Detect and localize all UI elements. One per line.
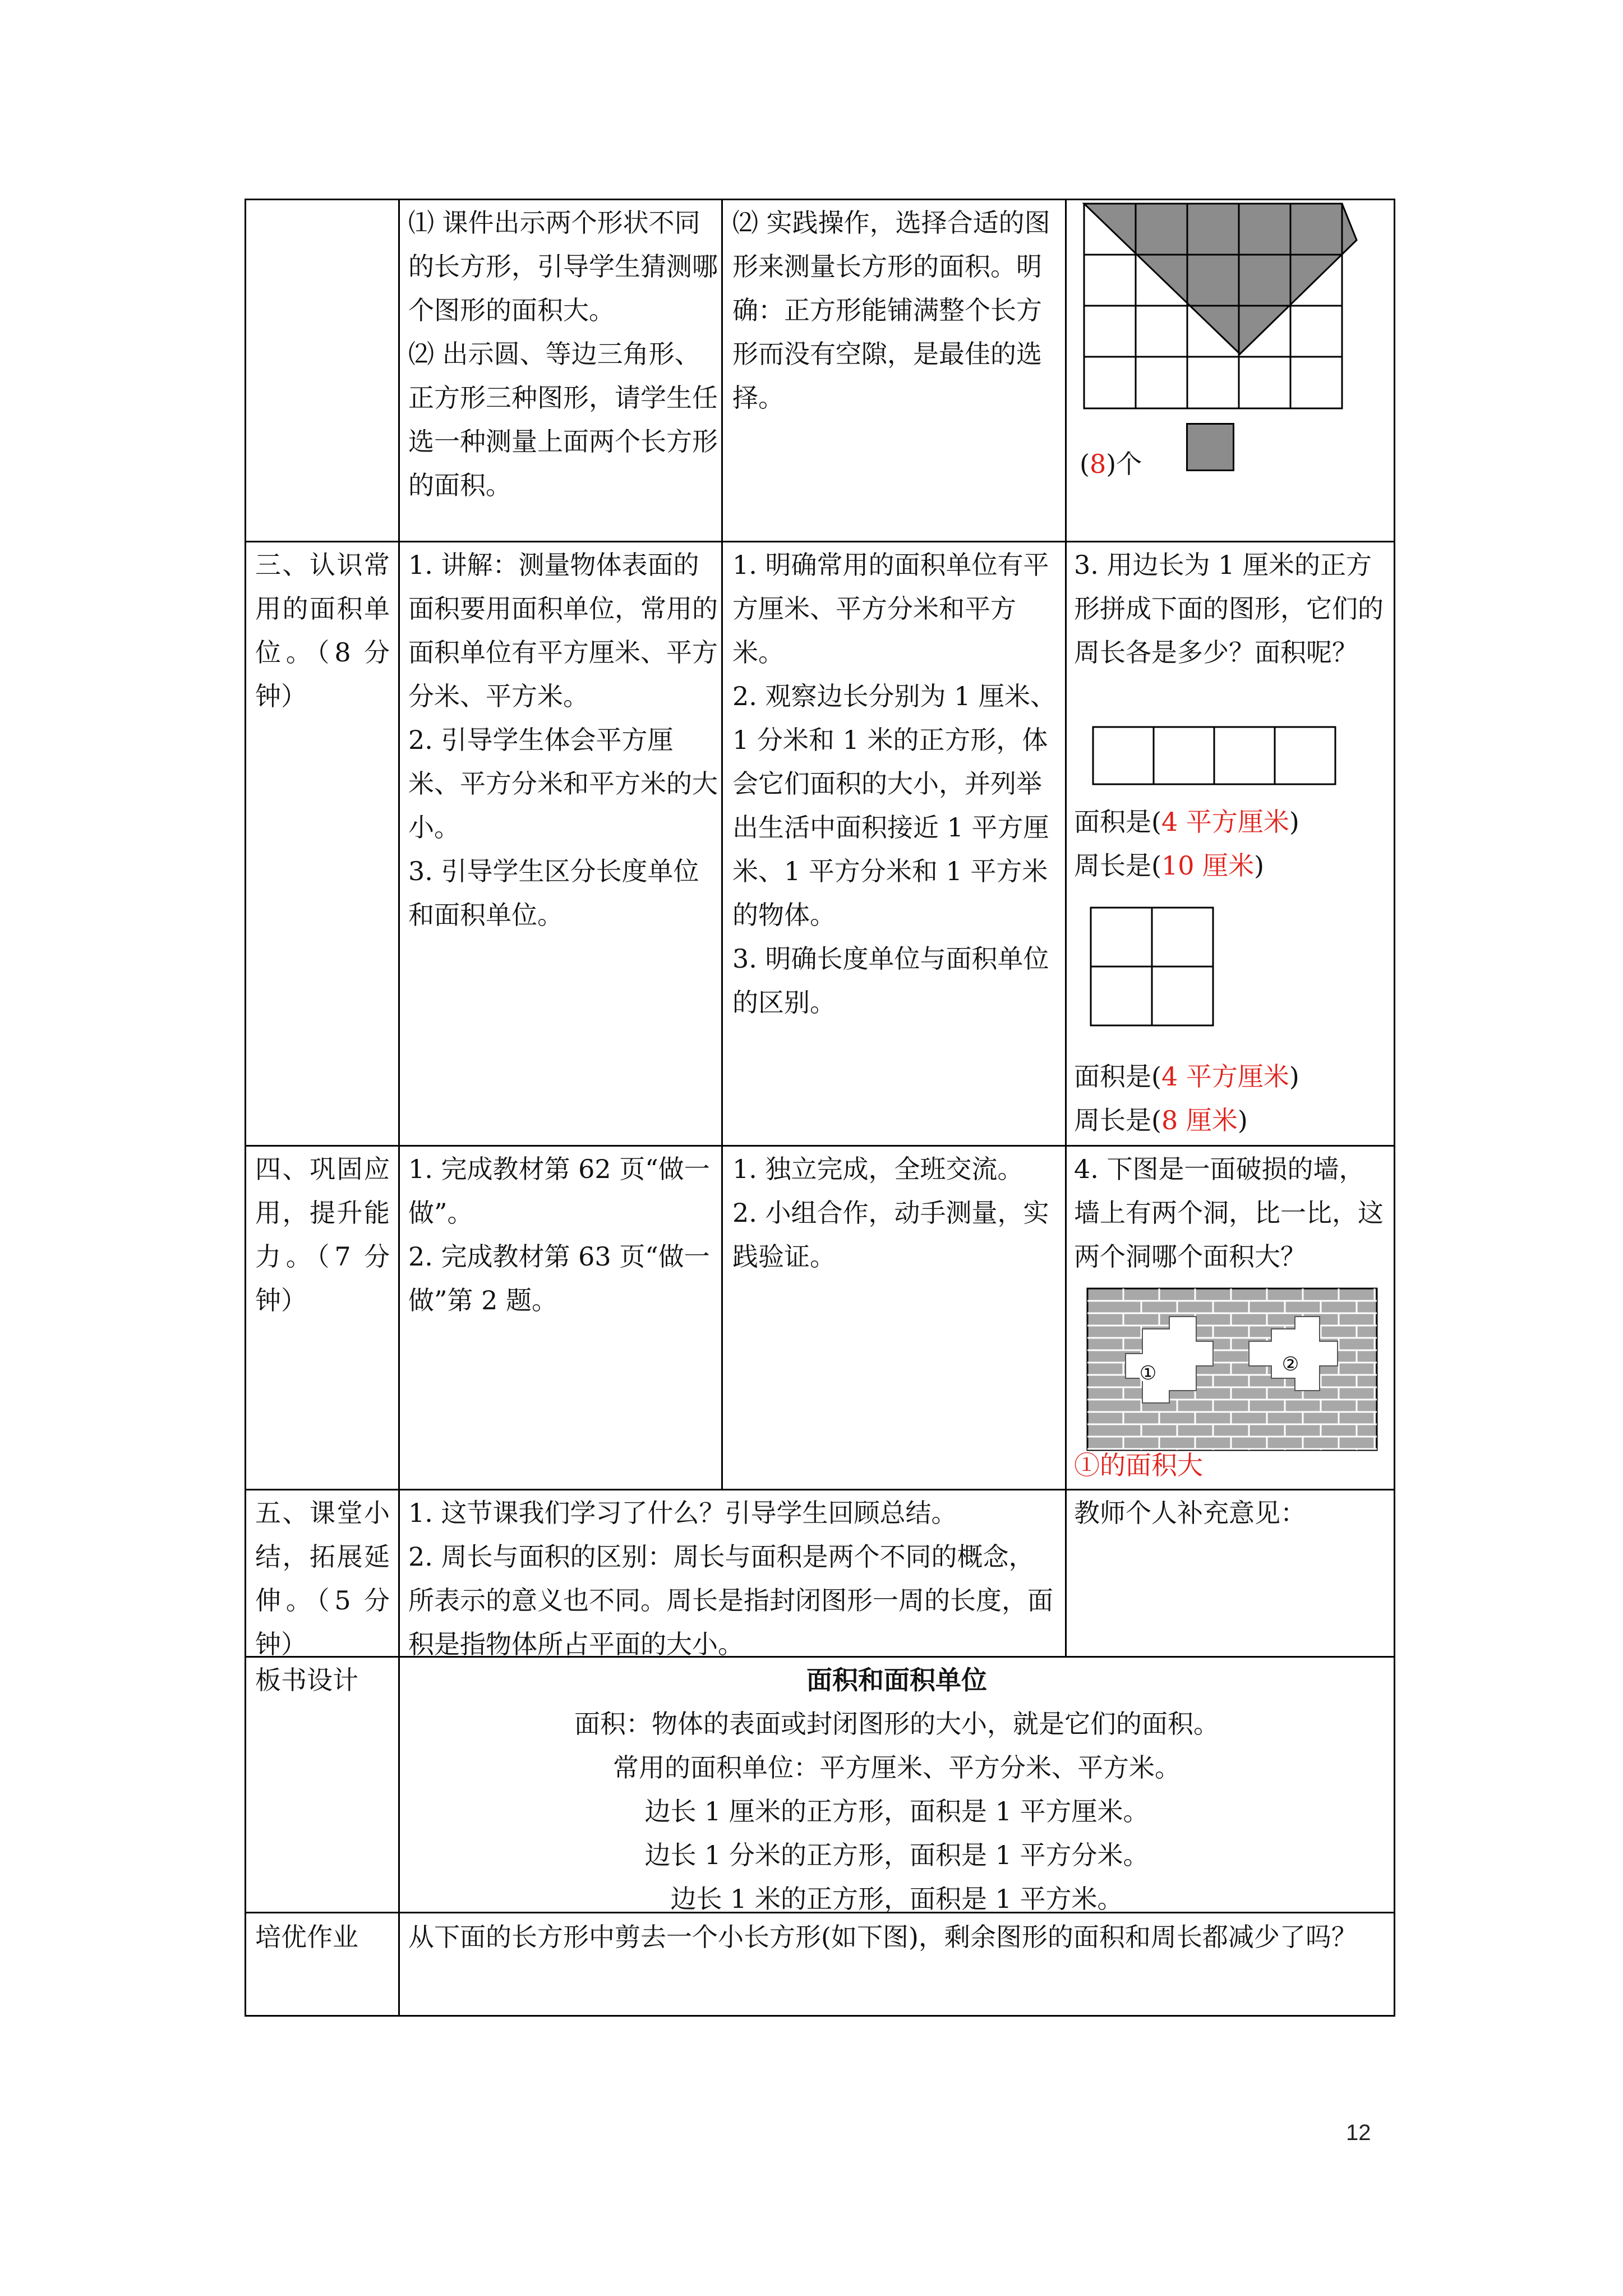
table-border-bottom: [245, 2015, 1395, 2017]
hole-2-label: ②: [1281, 1353, 1299, 1375]
student-step: 1. 明确常用的面积单位有平方厘米、平方分米和平方米。: [732, 550, 1049, 668]
col-divider-2: [721, 199, 723, 1489]
exercise-answer: ①的面积大: [1074, 1450, 1203, 1480]
board-line: 边长 1 厘米的正方形，面积是 1 平方厘米。: [644, 1796, 1149, 1826]
fig1-area-line: 面积是(4 平方厘米): [1074, 807, 1299, 837]
row1-teacher-cell: [408, 201, 718, 507]
board-line: 边长 1 米的正方形，面积是 1 平方米。: [670, 1884, 1123, 1914]
stage-title: 三、认识常用的面积单位。（8 分钟）: [255, 550, 390, 711]
student-step: 2. 观察边长分别为 1 厘米、1 分米和 1 米的正方形，体会它们面积的大小，并列举出生活中面积接近 1 平方厘米、1 平方分米和 1 平方米的物体。: [732, 681, 1057, 930]
col-divider-3: [1065, 199, 1067, 1656]
student-step: 1. 独立完成，全班交流。: [732, 1154, 1023, 1184]
homework-label-cell: [255, 1915, 390, 1959]
two-by-two-square-figure: [1090, 907, 1219, 1030]
teacher-step: 3. 引导学生区分长度单位和面积单位。: [408, 856, 699, 930]
board-label: 板书设计: [255, 1665, 358, 1695]
board-content-cell: [400, 1658, 1394, 1921]
stage-title: 四、巩固应用，提升能力。（7 分钟）: [255, 1154, 390, 1315]
stage-title: 五、课堂小结，拓展延伸。（5 分钟）: [255, 1498, 390, 1659]
table-border-right: [1394, 199, 1395, 2017]
homework-content-cell: [408, 1915, 1387, 1959]
table-border-top: [245, 199, 1395, 200]
summary-step: 1. 这节课我们学习了什么？引导学生回顾总结。: [408, 1498, 957, 1528]
fig2-perimeter-answer: 8 厘米: [1161, 1105, 1238, 1135]
row2-stage-cell: [255, 543, 390, 718]
row-divider-3: [245, 1489, 1395, 1490]
row3-teacher-cell: [408, 1147, 718, 1322]
row4-notes-cell: [1074, 1491, 1388, 1535]
board-label-cell: [255, 1658, 390, 1702]
row3-exercise-cell: [1074, 1147, 1388, 1488]
board-line: 面积：物体的表面或封闭图形的大小，就是它们的面积。: [574, 1709, 1219, 1739]
student-step: 3. 明确长度单位与面积单位的区别。: [732, 944, 1049, 1018]
fig2-area-answer: 4 平方厘米: [1161, 1061, 1289, 1092]
row2-exercise-cell: [1074, 543, 1388, 1144]
hole-1-label: ①: [1139, 1362, 1157, 1384]
answer-value: 8: [1089, 449, 1106, 479]
row3-student-cell: [732, 1147, 1058, 1278]
exercise-question: 3. 用边长为 1 厘米的正方形拼成下面的图形，它们的周长各是多少？面积呢？: [1074, 550, 1384, 668]
fig1-perimeter-answer: 10 厘米: [1161, 850, 1255, 881]
teacher-step: ⑴ 课件出示两个形状不同的长方形，引导学生猜测哪个图形的面积大。: [408, 208, 718, 325]
teacher-notes-label: 教师个人补充意见：: [1074, 1498, 1306, 1528]
homework-text: 从下面的长方形中剪去一个小长方形(如下图)，剩余图形的面积和周长都减少了吗？: [408, 1922, 1357, 1952]
row2-teacher-cell: [408, 543, 718, 937]
row3-stage-cell: [255, 1147, 390, 1322]
page-number: 12: [1346, 2120, 1371, 2145]
unit-square-icon: [1186, 423, 1234, 471]
teacher-step: 2. 完成教材第 63 页“做一做”第 2 题。: [408, 1241, 710, 1315]
exercise-question: 4. 下图是一面破损的墙，墙上有两个洞，比一比，这两个洞哪个面积大？: [1074, 1154, 1384, 1272]
fig2-area-line: 面积是(4 平方厘米): [1074, 1061, 1299, 1092]
shaded-triangle: [1084, 204, 1357, 354]
answer-line: (8)个: [1080, 449, 1142, 479]
teacher-step: ⑵ 出示圆、等边三角形、正方形三种图形，请学生任选一种测量上面两个长方形的面积。: [408, 339, 718, 500]
row4-stage-cell: [255, 1491, 390, 1666]
homework-label: 培优作业: [255, 1922, 358, 1952]
row-divider-2: [245, 1145, 1395, 1147]
row-divider-1: [245, 541, 1395, 542]
board-line: 常用的面积单位：平方厘米、平方分米、平方米。: [613, 1752, 1181, 1783]
fig1-perimeter-line: 周长是(10 厘米): [1074, 850, 1265, 881]
student-step: ⑵ 实践操作，选择合适的图形来测量长方形的面积。明确：正方形能铺满整个长方形而没有空隙，是最佳的选择。: [732, 208, 1050, 413]
teacher-step: 2. 引导学生体会平方厘米、平方分米和平方米的大小。: [408, 725, 718, 843]
fig2-perimeter-line: 周长是(8 厘米): [1074, 1105, 1248, 1135]
student-step: 2. 小组合作，动手测量，实践验证。: [732, 1198, 1049, 1272]
teacher-step: 1. 讲解：测量物体表面的面积要用面积单位，常用的面积单位有平方厘米、平方分米、平方米。: [408, 550, 718, 711]
broken-wall-figure: [1086, 1287, 1378, 1456]
triangle-grid-figure: [1080, 201, 1360, 425]
board-title: 面积和面积单位: [806, 1665, 987, 1695]
board-line: 边长 1 分米的正方形，面积是 1 平方分米。: [644, 1840, 1149, 1870]
fig1-area-answer: 4 平方厘米: [1161, 807, 1289, 837]
row1-student-cell: [732, 201, 1058, 420]
teacher-step: 1. 完成教材第 62 页“做一做”。: [408, 1154, 710, 1228]
four-square-row-figure: [1092, 726, 1339, 788]
row2-student-cell: [732, 543, 1058, 1024]
summary-step: 2. 周长与面积的区别：周长与面积是两个不同的概念，所表示的意义也不同。周长是指封闭图形一周的长度，面积是指物体所占平面的大小。: [408, 1542, 1053, 1659]
table-border-left: [245, 199, 246, 2017]
row4-content-cell: [408, 1491, 1059, 1666]
